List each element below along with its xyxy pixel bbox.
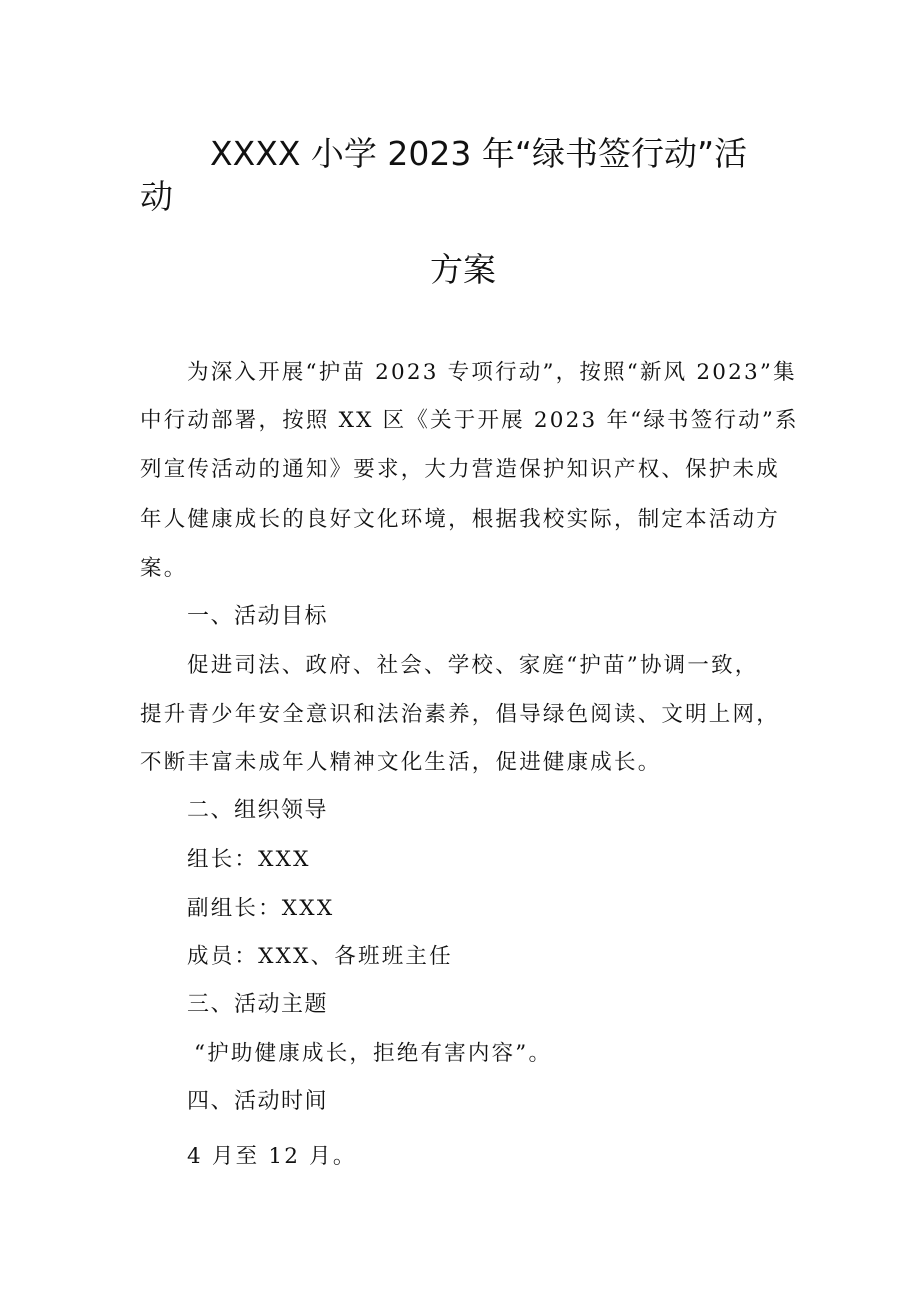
document-title-line-1: XXXX 小学 2023 年“绿书签行动”活 (210, 134, 748, 173)
section-heading-organization: 二、组织领导 (187, 798, 329, 823)
goals-line-1: 促进司法、政府、社会、学校、家庭“护苗”协调一致， (187, 653, 759, 678)
intro-line-1: 为深入开展“护苗 2023 专项行动”，按照“新风 2023”集 (187, 360, 797, 385)
section-heading-time: 四、活动时间 (187, 1089, 329, 1114)
time-text: 4 月至 12 月。 (187, 1144, 357, 1169)
intro-line-3: 列宣传活动的通知》要求，大力营造保护知识产权、保护未成 (140, 457, 780, 482)
document-title-line-3: 方案 (430, 250, 496, 289)
section-heading-theme: 三、活动主题 (187, 992, 329, 1017)
org-members: 成员：XXX、各班班主任 (187, 944, 453, 969)
intro-line-4: 年人健康成长的良好文化环境，根据我校实际，制定本活动方 (140, 507, 780, 532)
intro-line-5: 案。 (140, 556, 188, 581)
intro-line-2: 中行动部署，按照 XX 区《关于开展 2023 年“绿书签行动”系 (140, 408, 799, 433)
document-title-line-2: 动 (140, 177, 173, 216)
section-heading-goals: 一、活动目标 (187, 604, 329, 629)
org-deputy: 副组长：XXX (187, 896, 335, 921)
theme-text: “护助健康成长，拒绝有害内容”。 (194, 1041, 553, 1066)
goals-line-2: 提升青少年安全意识和法治素养，倡导绿色阅读、文明上网， (140, 702, 780, 727)
org-leader: 组长：XXX (187, 847, 311, 872)
goals-line-3: 不断丰富未成年人精神文化生活，促进健康成长。 (140, 750, 662, 775)
